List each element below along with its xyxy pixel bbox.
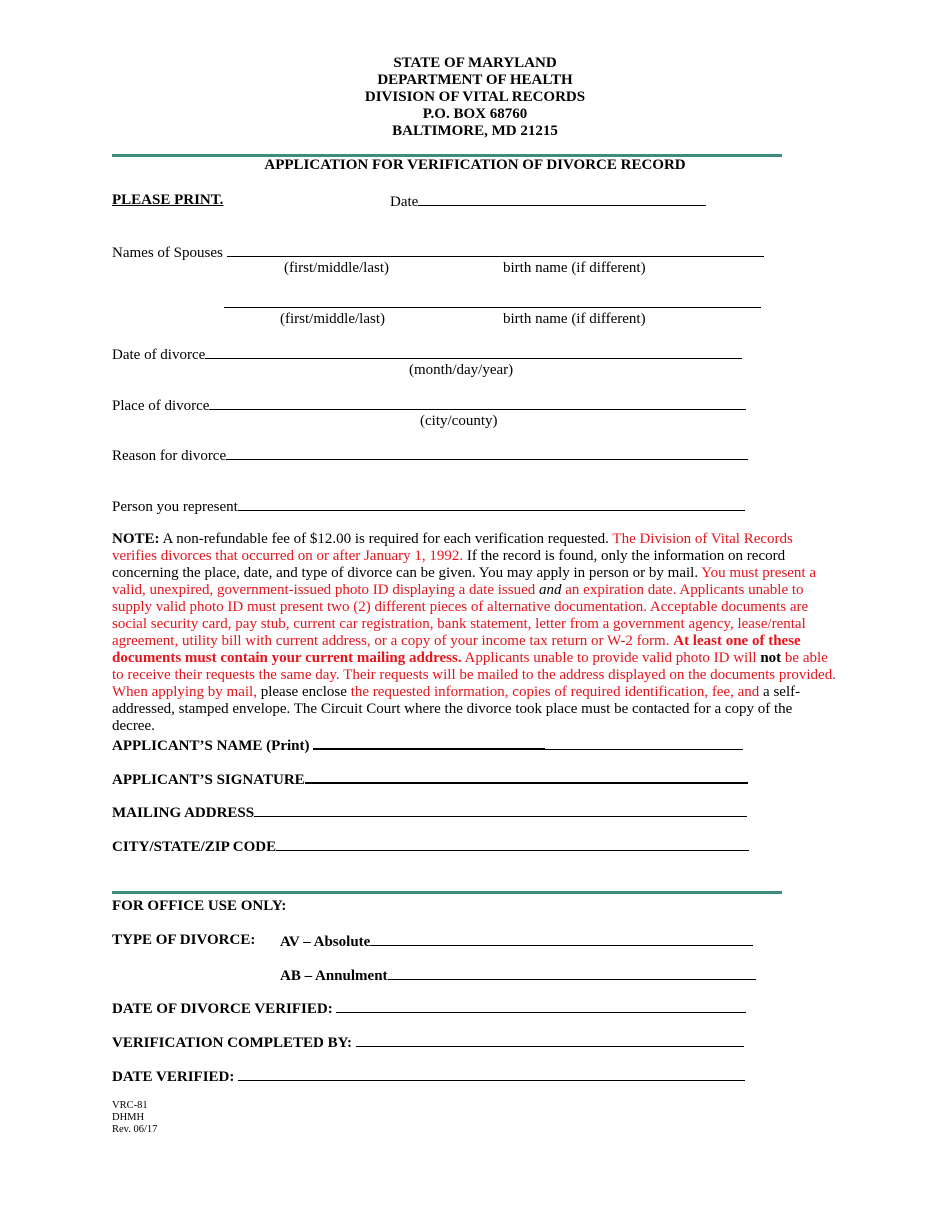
applicant-signature-row <box>112 769 748 789</box>
footer-line: VRC-81 <box>112 1100 148 1111</box>
applicant-name-field-2[interactable] <box>545 736 743 750</box>
date-verified-row <box>112 1067 745 1086</box>
city-state-zip-label: CITY/STATE/ZIP CODE <box>112 839 277 855</box>
mailing-address-field[interactable] <box>254 803 747 817</box>
date-of-divorce-hint: (month/day/year) <box>409 362 514 378</box>
office-divider <box>112 891 782 894</box>
person-field[interactable] <box>238 497 745 511</box>
completed-by-label: VERIFICATION COMPLETED BY: <box>112 1035 353 1051</box>
date-of-divorce-label: Date of divorce <box>112 347 206 363</box>
ab-label: AB – Annulment <box>280 968 388 984</box>
note-label: NOTE: <box>112 531 160 547</box>
note-paragraph: NOTE: A non-refundable fee of $12.00 is required for each verification requested. The Division of Vital Records verifies divorces that occurred on or after January 1, 1992. If the record is found, only the information on record concerning the place, date, and type of divorce can be given. You may apply in person or by mail. You must present a valid, unexpired, government-issued photo ID displaying a date issued and an expiration date. Applicants unable to supply valid photo ID must present two (2) different pieces of alternative documentation. Acceptable documents are social security card, pay stub, current car registration, bank statement, letter from a government agency, lease/rental agreement, utility bill with current address, or a copy of your income tax return or W-2 form. At least one of these documents must contain your current mailing address. Applicants unable to provide valid photo ID will not be able to receive their requests the same day. Their requests will be mailed to the address displayed on the documents provided. When applying by mail, please enclose the requested information, copies of required identification, fee, and a self-addressed, stamped envelope. The Circuit Court where the divorce took place must be contacted for a copy of the decree. <box>112 531 836 734</box>
office-heading: FOR OFFICE USE ONLY: <box>112 898 287 914</box>
header-line: DEPARTMENT OF HEALTH <box>377 72 573 88</box>
applicant-signature-label: APPLICANT’S SIGNATURE <box>112 772 305 788</box>
form-title: APPLICATION FOR VERIFICATION OF DIVORCE RECORD <box>264 157 686 173</box>
ab-row <box>280 966 756 985</box>
mailing-address-label: MAILING ADDRESS <box>112 805 255 821</box>
header-line: BALTIMORE, MD 21215 <box>392 123 558 139</box>
completed-by-field[interactable] <box>356 1033 744 1047</box>
person-label: Person you represent <box>112 499 238 515</box>
footer-line: Rev. 06/17 <box>112 1124 158 1135</box>
date-label: Date <box>390 194 419 210</box>
date-of-divorce-field[interactable] <box>205 345 742 359</box>
applicant-name-label: APPLICANT’S NAME (Print) <box>112 738 310 754</box>
date-of-divorce-verified-label: DATE OF DIVORCE VERIFIED: <box>112 1001 333 1017</box>
applicant-name-row <box>112 735 743 755</box>
please-print: PLEASE PRINT. <box>112 192 224 208</box>
spouse-1-field[interactable] <box>227 243 764 257</box>
place-of-divorce-hint: (city/county) <box>420 413 498 429</box>
city-state-zip-field[interactable] <box>276 837 749 851</box>
date-row <box>390 192 706 211</box>
type-of-divorce-label: TYPE OF DIVORCE: <box>112 932 256 948</box>
reason-row <box>112 446 748 465</box>
ab-field[interactable] <box>388 966 756 980</box>
spouse-1-name-hint: (first/middle/last) <box>284 260 389 276</box>
header-line: P.O. BOX 68760 <box>422 106 528 122</box>
place-of-divorce-field[interactable] <box>209 396 746 410</box>
date-field[interactable] <box>418 192 706 206</box>
form-footer <box>112 1100 157 1136</box>
date-of-divorce-verified-row <box>112 999 746 1018</box>
person-row <box>112 497 745 516</box>
reason-label: Reason for divorce <box>112 448 227 464</box>
header-line: STATE OF MARYLAND <box>393 55 557 71</box>
agency-header <box>0 55 950 140</box>
place-of-divorce-label: Place of divorce <box>112 398 210 414</box>
spouse-2-field[interactable] <box>224 294 761 308</box>
footer-line: DHMH <box>112 1112 145 1123</box>
spouse-1-birth-hint: birth name (if different) <box>503 260 646 276</box>
av-row <box>280 932 753 951</box>
date-verified-label: DATE VERIFIED: <box>112 1069 235 1085</box>
reason-field[interactable] <box>226 446 748 460</box>
spouse-2-name-hint: (first/middle/last) <box>280 311 385 327</box>
spouse-2-birth-hint: birth name (if different) <box>503 311 646 327</box>
av-label: AV – Absolute <box>280 934 371 950</box>
spouses-label: Names of Spouses <box>112 245 223 261</box>
header-line: DIVISION OF VITAL RECORDS <box>364 89 586 105</box>
av-field[interactable] <box>370 932 753 946</box>
completed-by-row <box>112 1033 744 1052</box>
applicant-name-field[interactable] <box>313 735 545 750</box>
city-state-zip-row <box>112 837 749 856</box>
applicant-signature-field[interactable] <box>305 769 748 784</box>
spouses-row <box>112 243 764 262</box>
mailing-address-row <box>112 803 747 822</box>
date-verified-field[interactable] <box>238 1067 745 1081</box>
date-of-divorce-verified-field[interactable] <box>336 999 746 1013</box>
